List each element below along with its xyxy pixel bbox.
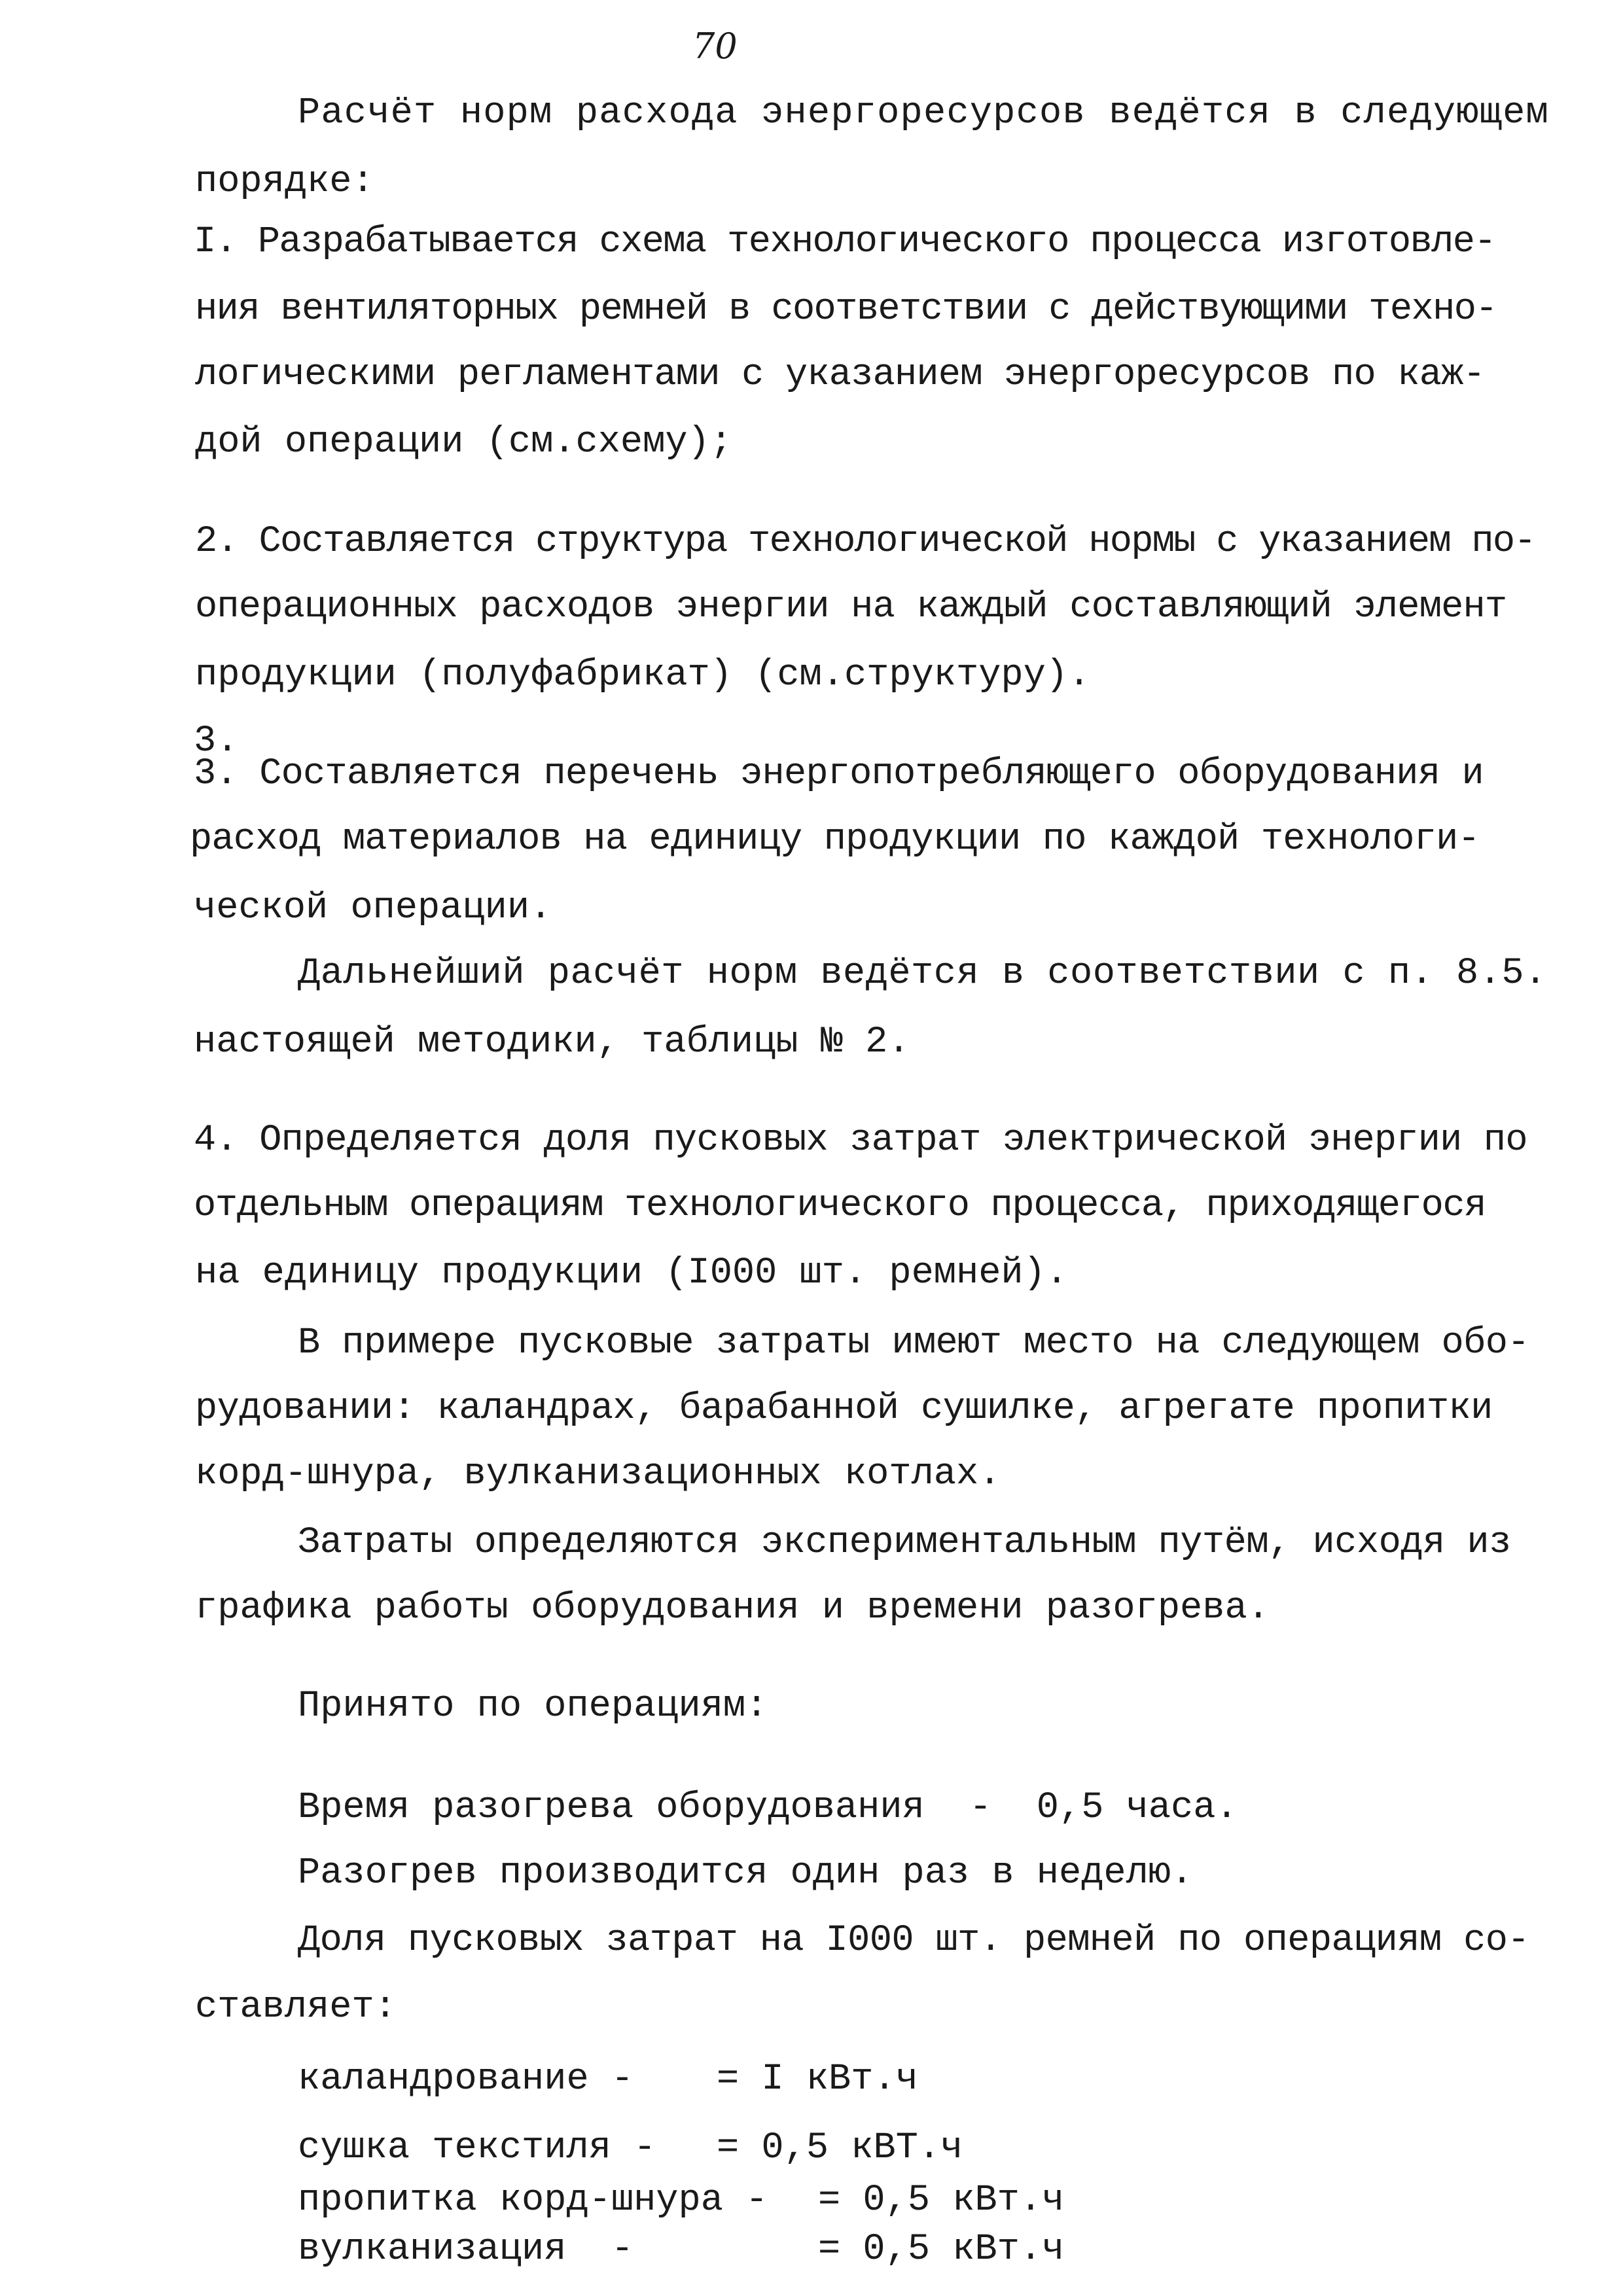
text-line: ставляет:	[195, 1987, 397, 2028]
text-line: I. Разрабатывается схема технологического процесса изготовле-	[194, 221, 1495, 263]
rate-value: = 0,5 кВт.ч	[818, 2180, 1065, 2221]
text-line: операционных расходов энергии на каждый составляющий элемент	[195, 586, 1507, 628]
text-line: 4. Определяется доля пусковых затрат электрической энергии по	[194, 1120, 1527, 1161]
rate-label: вулканизация -	[298, 2229, 634, 2270]
text-line: корд-шнура, вулканизационных котлах.	[195, 1453, 1001, 1495]
text-line: порядке:	[195, 161, 374, 203]
text-line: рудовании: каландрах, барабанной сушилке, агрегате пропитки	[195, 1388, 1493, 1430]
text-line: Затраты определяются экспериментальным путём, исходя из	[298, 1522, 1511, 1564]
rate-value: = 0,5 кВТ.ч	[717, 2127, 963, 2169]
rate-label: пропитка корд-шнура -	[298, 2180, 768, 2221]
text-line: продукции (полуфабрикат) (см.структуру).	[195, 654, 1091, 696]
text-line: Время разогрева оборудования - 0,5 часа.	[298, 1787, 1238, 1829]
rate-label: сушка текстиля -	[298, 2127, 656, 2169]
text-line: ческой операции.	[194, 887, 552, 929]
text-line: Доля пусковых затрат на I000 шт. ремней по операциям со-	[298, 1920, 1529, 1962]
page-number: 70	[692, 26, 738, 67]
rate-label: каландрование -	[298, 2058, 634, 2100]
rate-value: = 0,5 кВт.ч	[818, 2229, 1065, 2270]
text-line: Расчёт норм расхода энергоресурсов ведётся в следующем	[298, 92, 1549, 134]
text-line: 3.	[194, 720, 239, 762]
text-line: Принято по операциям:	[298, 1686, 768, 1727]
text-line: отдельным операциям технологического процесса, приходящегося	[194, 1185, 1486, 1227]
text-line: графика работы оборудования и времени разогрева.	[195, 1587, 1270, 1629]
text-line: логическими регламентами с указанием энергоресурсов по каж-	[195, 354, 1485, 396]
text-line: настоящей методики, таблицы № 2.	[194, 1021, 910, 1063]
text-line: расход материалов на единицу продукции по каждой технологи-	[190, 819, 1480, 860]
text-line: 2. Составляется структура технологической нормы с указанием по-	[195, 521, 1535, 563]
text-line: В примере пусковые затраты имеют место на следующем обо-	[298, 1322, 1529, 1364]
text-line: дой операции (см.схему);	[195, 421, 732, 463]
text-line: Разогрев производится один раз в неделю.	[298, 1852, 1194, 1894]
text-line: Дальнейший расчёт норм ведётся в соответствии с п. 8.5.	[298, 953, 1547, 995]
text-line: ния вентиляторных ремней в соответствии с действующими техно-	[195, 289, 1497, 330]
text-line: 3. Составляется перечень энергопотребляющего оборудования и	[194, 753, 1484, 795]
text-line: на единицу продукции (I000 шт. ремней).	[195, 1252, 1069, 1294]
rate-value: = I кВт.ч	[717, 2058, 918, 2100]
